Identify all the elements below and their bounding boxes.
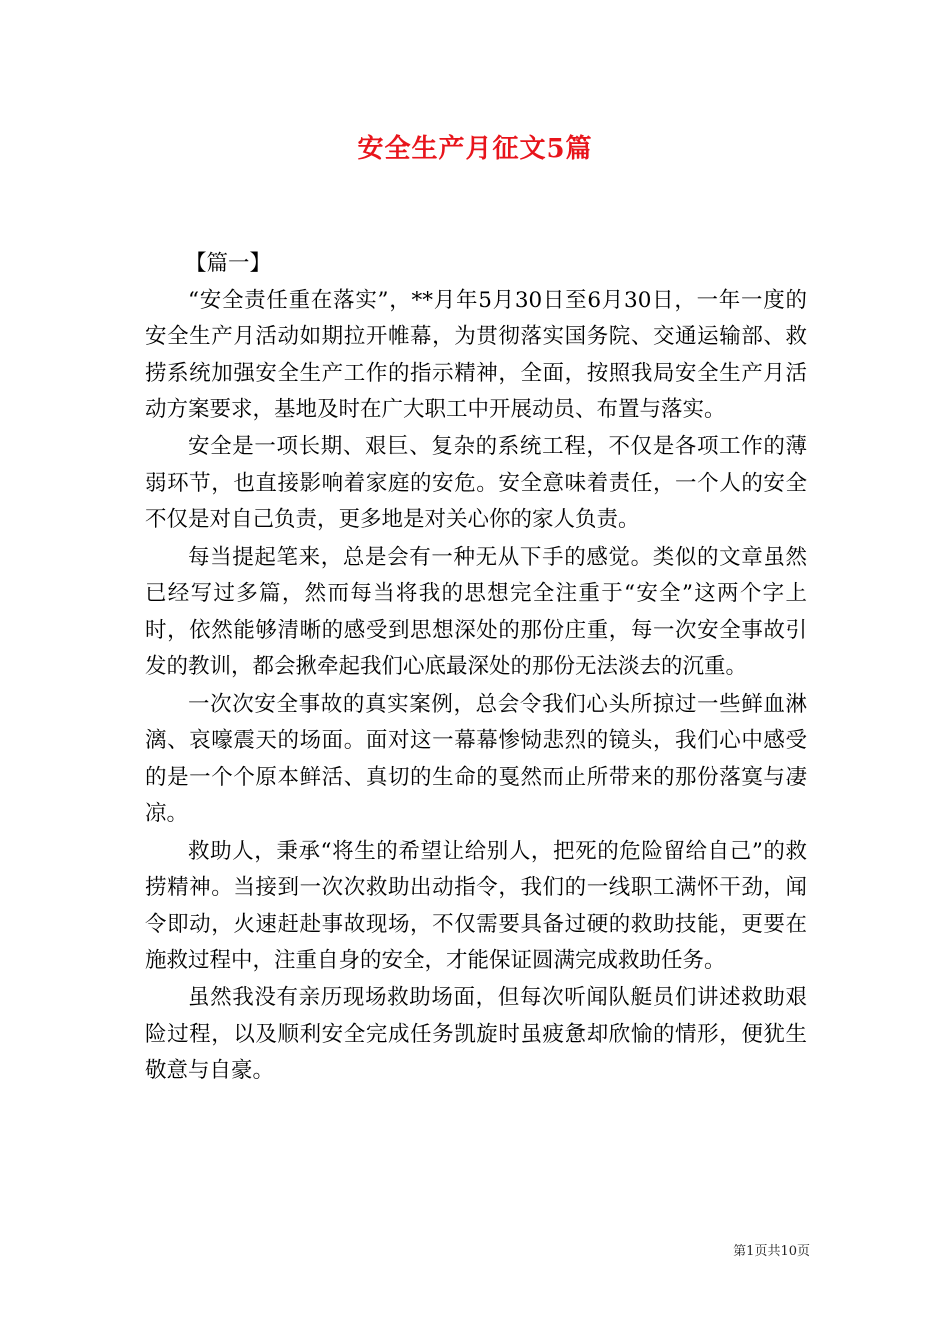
- page-number-footer: 第1页共10页: [733, 1244, 810, 1259]
- paragraph: 安全是一项长期、艰巨、复杂的系统工程，不仅是各项工作的薄弱环节，也直接影响着家庭的安危。安全意味着责任，一个人的安全不仅是对自己负责，更多地是对关心你的家人负责。: [145, 434, 807, 533]
- paragraph: 一次次安全事故的真实案例，总会令我们心头所掠过一些鲜血淋漓、哀嚎震天的场面。面对这一幕幕惨恸悲烈的镜头，我们心中感受的是一个个原本鲜活、真切的生命的戛然而止所带来的那份落寞与凄凉。: [145, 691, 807, 827]
- section-heading: 【篇一】: [185, 251, 272, 276]
- paragraph: 救助人，秉承“将生的希望让给别人，把死的危险留给自己”的救捞精神。当接到一次次救助出动指令，我们的一线职工满怀干劲，闻令即动，火速赶赴事故现场，不仅需要具备过硬的救助技能，更要在施救过程中，注重自身的安全，才能保证圆满完成救助任务。: [145, 838, 807, 974]
- paragraph: “安全责任重在落实”，**月年5月30日至6月30日，一年一度的安全生产月活动如期拉开帷幕，为贯彻落实国务院、交通运输部、救捞系统加强安全生产工作的指示精神，全面，按照我局安全生产月活动方案要求，基地及时在广大职工中开展动员、布置与落实。: [145, 287, 807, 422]
- paragraph: 每当提起笔来，总是会有一种无从下手的感觉。类似的文章虽然已经写过多篇，然而每当将我的思想完全注重于“安全”这两个字上时，依然能够清晰的感受到思想深处的那份庄重，每一次安全事故引发的教训，都会揪牵起我们心底最深处的那份无法淡去的沉重。: [145, 544, 807, 680]
- paragraph: 虽然我没有亲历现场救助场面，但每次听闻队艇员们讲述救助艰险过程，以及顺利安全完成任务凯旋时虽疲惫却欣愉的情形，便犹生敬意与自豪。: [145, 985, 807, 1084]
- page-title: 安全生产月征文5篇: [357, 134, 593, 164]
- document-body: [145, 246, 807, 1091]
